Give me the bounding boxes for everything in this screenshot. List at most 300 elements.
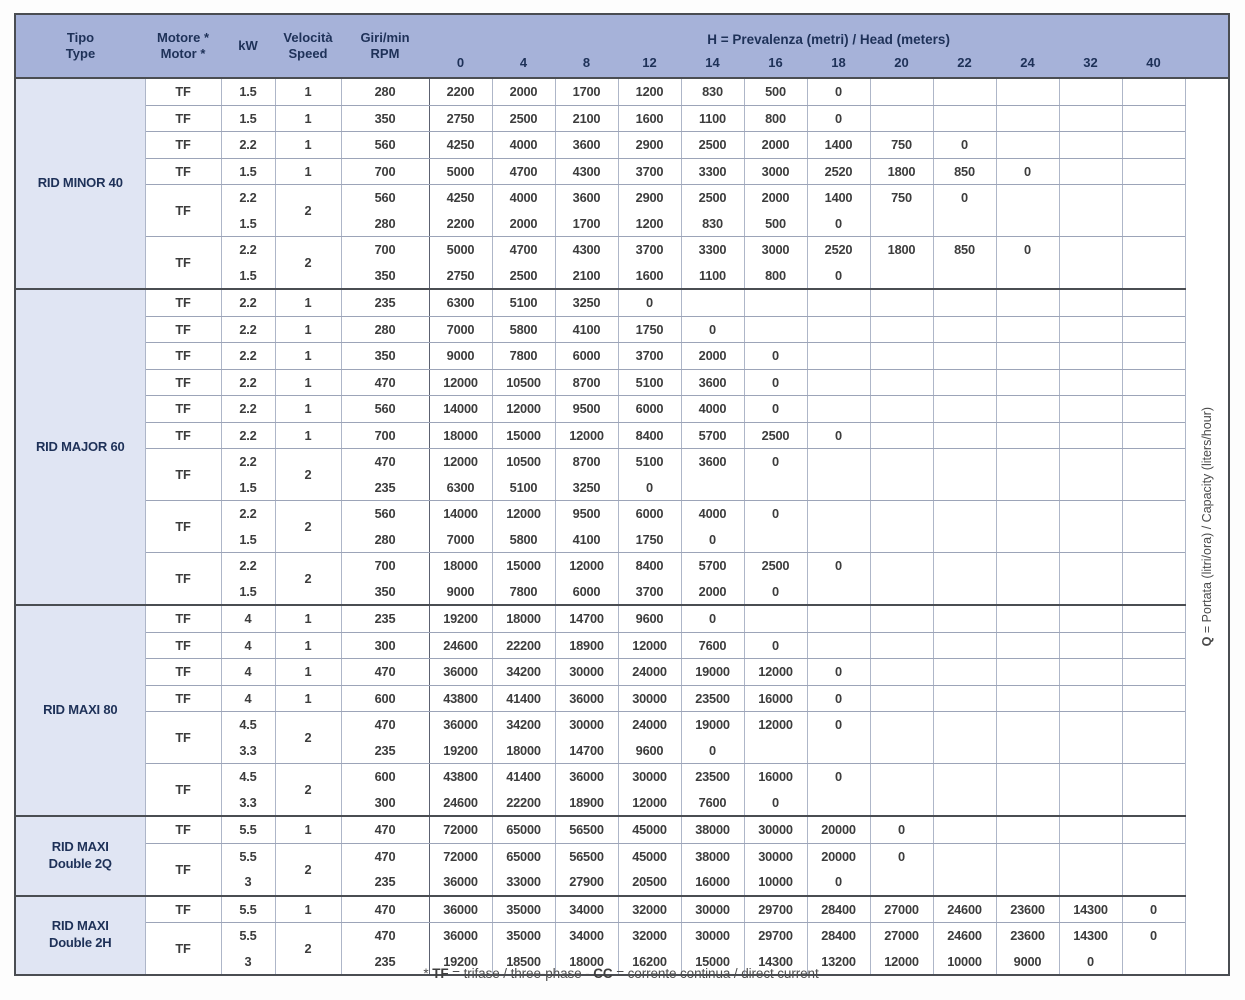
head-value-cell: 28400 — [807, 896, 870, 923]
head-value-cell: 3600 — [555, 132, 618, 159]
head-value-cell — [996, 501, 1059, 527]
head-value-cell: 19200 — [429, 605, 492, 632]
head-value-cell: 6300 — [429, 289, 492, 316]
head-value-cell — [933, 343, 996, 370]
head-value-cell: 0 — [681, 738, 744, 764]
section-name — [15, 289, 145, 605]
head-value-cell — [807, 289, 870, 316]
table-row — [15, 501, 1229, 527]
head-value-cell: 12000 — [429, 369, 492, 396]
head-value-cell: 3250 — [555, 475, 618, 501]
kw-cell: 2.2 — [221, 289, 275, 316]
head-value-cell — [1059, 712, 1122, 738]
head-value-cell — [807, 396, 870, 423]
head-value-cell: 23500 — [681, 685, 744, 712]
header-col-3 — [275, 14, 341, 78]
header-h-text: = Prevalenza (metri) / Head (meters) — [716, 32, 950, 48]
motor-cell: TF — [145, 449, 221, 501]
head-value-cell — [1122, 369, 1185, 396]
kw-cell: 3 — [221, 949, 275, 976]
head-value-cell — [744, 738, 807, 764]
head-value-cell — [1122, 185, 1185, 211]
table-row — [15, 158, 1229, 185]
head-value-cell: 0 — [744, 449, 807, 475]
section-name — [15, 816, 145, 896]
head-value-cell: 0 — [744, 396, 807, 423]
rpm-cell: 470 — [341, 369, 429, 396]
head-value-cell: 0 — [681, 316, 744, 343]
kw-cell: 2.2 — [221, 422, 275, 449]
header-head-value: 20 — [870, 50, 933, 78]
head-value-cell — [870, 659, 933, 686]
head-value-cell: 12000 — [429, 449, 492, 475]
head-value-cell: 5700 — [681, 553, 744, 579]
head-value-cell — [996, 632, 1059, 659]
head-value-cell: 3700 — [618, 579, 681, 606]
table-row — [15, 605, 1229, 632]
head-value-cell — [996, 659, 1059, 686]
head-value-cell — [1122, 475, 1185, 501]
head-value-cell — [996, 685, 1059, 712]
head-value-cell: 0 — [744, 579, 807, 606]
motor-cell: TF — [145, 712, 221, 764]
head-value-cell — [870, 78, 933, 105]
head-value-cell: 3700 — [618, 158, 681, 185]
head-value-cell — [1059, 158, 1122, 185]
motor-cell: TF — [145, 289, 221, 316]
kw-cell: 2.2 — [221, 396, 275, 423]
head-value-cell — [1122, 553, 1185, 579]
head-value-cell — [996, 475, 1059, 501]
speed-cell: 1 — [275, 422, 341, 449]
kw-cell: 4.5 — [221, 712, 275, 738]
head-value-cell: 6000 — [618, 396, 681, 423]
head-value-cell — [807, 605, 870, 632]
table-row — [15, 923, 1229, 949]
head-value-cell — [933, 843, 996, 869]
head-value-cell — [996, 816, 1059, 843]
head-value-cell: 0 — [807, 105, 870, 132]
head-value-cell: 0 — [807, 78, 870, 105]
rpm-cell: 700 — [341, 553, 429, 579]
kw-cell: 5.5 — [221, 896, 275, 923]
head-value-cell — [1122, 422, 1185, 449]
head-value-cell: 12000 — [492, 396, 555, 423]
footnote-segment: * — [423, 966, 433, 981]
kw-cell: 3 — [221, 869, 275, 896]
rpm-cell: 470 — [341, 843, 429, 869]
rpm-cell: 560 — [341, 132, 429, 159]
header-head-value: 0 — [429, 50, 492, 78]
rpm-cell: 280 — [341, 316, 429, 343]
head-value-cell: 4300 — [555, 158, 618, 185]
head-value-cell — [870, 501, 933, 527]
head-value-cell — [1059, 632, 1122, 659]
head-value-cell: 0 — [681, 527, 744, 553]
head-value-cell: 4000 — [492, 185, 555, 211]
head-value-cell — [870, 369, 933, 396]
head-value-cell — [870, 263, 933, 290]
head-value-cell: 1800 — [870, 237, 933, 263]
side-label-cell — [1185, 78, 1229, 975]
head-value-cell — [996, 78, 1059, 105]
rpm-cell: 280 — [341, 78, 429, 105]
head-value-cell — [1059, 422, 1122, 449]
head-value-cell — [870, 605, 933, 632]
rpm-cell: 700 — [341, 237, 429, 263]
head-value-cell: 18900 — [555, 790, 618, 817]
table-row — [15, 78, 1229, 105]
head-value-cell — [996, 211, 1059, 237]
head-value-cell — [996, 738, 1059, 764]
table-row — [15, 132, 1229, 159]
head-value-cell: 4000 — [681, 396, 744, 423]
head-value-cell — [933, 553, 996, 579]
head-value-cell: 20500 — [618, 869, 681, 896]
kw-cell: 4 — [221, 605, 275, 632]
speed-cell: 1 — [275, 632, 341, 659]
motor-cell: TF — [145, 896, 221, 923]
head-value-cell: 3700 — [618, 237, 681, 263]
head-value-cell — [1122, 78, 1185, 105]
head-value-cell: 12000 — [492, 501, 555, 527]
head-value-cell: 2000 — [492, 211, 555, 237]
speed-cell: 1 — [275, 659, 341, 686]
head-value-cell — [870, 289, 933, 316]
head-value-cell: 38000 — [681, 843, 744, 869]
head-value-cell — [1059, 316, 1122, 343]
head-value-cell — [1059, 78, 1122, 105]
head-value-cell — [807, 475, 870, 501]
motor-cell: TF — [145, 132, 221, 159]
header-head-value: 24 — [996, 50, 1059, 78]
speed-cell: 2 — [275, 923, 341, 976]
head-value-cell: 16000 — [681, 869, 744, 896]
head-value-cell: 3000 — [744, 237, 807, 263]
head-value-cell — [1059, 501, 1122, 527]
head-value-cell: 0 — [933, 132, 996, 159]
head-value-cell — [933, 632, 996, 659]
head-value-cell: 9600 — [618, 605, 681, 632]
kw-cell: 4 — [221, 685, 275, 712]
head-value-cell — [933, 816, 996, 843]
head-value-cell: 1800 — [870, 158, 933, 185]
head-value-cell: 7000 — [429, 527, 492, 553]
head-value-cell: 2000 — [744, 185, 807, 211]
header-col-0 — [15, 14, 145, 78]
rpm-cell: 235 — [341, 289, 429, 316]
head-value-cell: 0 — [807, 685, 870, 712]
head-value-cell — [1122, 316, 1185, 343]
head-value-cell — [996, 764, 1059, 790]
head-value-cell — [996, 869, 1059, 896]
head-value-cell: 5800 — [492, 316, 555, 343]
head-value-cell: 9500 — [555, 501, 618, 527]
head-value-cell: 0 — [996, 237, 1059, 263]
head-value-cell: 14300 — [1059, 923, 1122, 949]
head-value-cell — [933, 579, 996, 606]
head-value-cell: 0 — [807, 553, 870, 579]
kw-cell: 2.2 — [221, 369, 275, 396]
kw-cell: 1.5 — [221, 158, 275, 185]
head-value-cell: 45000 — [618, 816, 681, 843]
head-value-cell: 36000 — [429, 896, 492, 923]
head-value-cell: 0 — [744, 369, 807, 396]
head-value-cell — [1059, 816, 1122, 843]
motor-cell: TF — [145, 605, 221, 632]
header-col-1 — [145, 14, 221, 78]
head-value-cell: 5000 — [429, 158, 492, 185]
head-value-cell: 3250 — [555, 289, 618, 316]
head-value-cell: 2500 — [681, 185, 744, 211]
head-value-cell — [807, 449, 870, 475]
header-col-label: kW — [238, 37, 258, 53]
head-value-cell — [1122, 764, 1185, 790]
head-value-cell — [1122, 632, 1185, 659]
head-value-cell: 56500 — [555, 816, 618, 843]
head-value-cell — [933, 369, 996, 396]
speed-cell: 2 — [275, 501, 341, 553]
head-value-cell: 36000 — [429, 869, 492, 896]
motor-cell: TF — [145, 501, 221, 553]
kw-cell: 1.5 — [221, 263, 275, 290]
head-value-cell: 0 — [807, 211, 870, 237]
speed-cell: 1 — [275, 105, 341, 132]
table-row — [15, 553, 1229, 579]
head-value-cell: 34200 — [492, 659, 555, 686]
table-row — [15, 343, 1229, 370]
rpm-cell: 470 — [341, 659, 429, 686]
kw-cell: 3.3 — [221, 738, 275, 764]
head-value-cell: 2500 — [492, 263, 555, 290]
head-value-cell: 41400 — [492, 764, 555, 790]
section-name-line: Double 2H — [49, 935, 112, 951]
head-value-cell: 500 — [744, 211, 807, 237]
head-value-cell: 30000 — [681, 923, 744, 949]
motor-cell: TF — [145, 158, 221, 185]
head-value-cell: 0 — [744, 343, 807, 370]
kw-cell: 3.3 — [221, 790, 275, 817]
kw-cell: 5.5 — [221, 923, 275, 949]
head-value-cell: 10500 — [492, 449, 555, 475]
head-value-cell: 12000 — [744, 712, 807, 738]
header-head-value: 4 — [492, 50, 555, 78]
head-value-cell — [1059, 843, 1122, 869]
motor-cell: TF — [145, 553, 221, 606]
rpm-cell: 470 — [341, 712, 429, 738]
head-value-cell — [1059, 185, 1122, 211]
head-value-cell: 7000 — [429, 316, 492, 343]
head-value-cell: 8400 — [618, 553, 681, 579]
footnote-segment: = trifase / three-phase - — [448, 966, 594, 981]
head-value-cell: 0 — [618, 475, 681, 501]
header-head-value: 18 — [807, 50, 870, 78]
head-value-cell — [1059, 449, 1122, 475]
head-value-cell — [744, 316, 807, 343]
head-value-cell: 23600 — [996, 923, 1059, 949]
head-value-cell — [870, 685, 933, 712]
table-row — [15, 105, 1229, 132]
head-value-cell: 15000 — [681, 949, 744, 976]
kw-cell: 2.2 — [221, 237, 275, 263]
head-value-cell: 2000 — [744, 132, 807, 159]
head-value-cell: 0 — [870, 816, 933, 843]
head-value-cell: 30000 — [555, 659, 618, 686]
head-value-cell — [870, 527, 933, 553]
table-row — [15, 843, 1229, 869]
head-value-cell: 14700 — [555, 605, 618, 632]
head-value-cell: 2750 — [429, 263, 492, 290]
table-row — [15, 396, 1229, 423]
header-col-2 — [221, 14, 275, 78]
head-value-cell: 65000 — [492, 816, 555, 843]
head-value-cell: 850 — [933, 158, 996, 185]
head-value-cell — [996, 132, 1059, 159]
head-value-cell — [1059, 738, 1122, 764]
head-value-cell — [996, 263, 1059, 290]
head-value-cell: 65000 — [492, 843, 555, 869]
head-value-cell — [933, 659, 996, 686]
head-value-cell: 19000 — [681, 712, 744, 738]
head-value-cell: 27000 — [870, 896, 933, 923]
head-value-cell — [1122, 396, 1185, 423]
head-value-cell: 23600 — [996, 896, 1059, 923]
head-value-cell — [933, 685, 996, 712]
head-value-cell: 0 — [933, 185, 996, 211]
head-value-cell — [996, 343, 1059, 370]
head-value-cell: 4700 — [492, 158, 555, 185]
speed-cell: 1 — [275, 369, 341, 396]
head-value-cell: 36000 — [555, 764, 618, 790]
head-value-cell: 2520 — [807, 237, 870, 263]
head-value-cell: 2100 — [555, 105, 618, 132]
table-body — [15, 78, 1229, 975]
header-col-label: Type — [65, 46, 96, 61]
head-value-cell: 14000 — [429, 501, 492, 527]
table-row — [15, 316, 1229, 343]
head-value-cell: 8400 — [618, 422, 681, 449]
head-value-cell: 4300 — [555, 237, 618, 263]
head-value-cell: 0 — [807, 422, 870, 449]
head-value-cell: 5100 — [618, 449, 681, 475]
head-value-cell: 2520 — [807, 158, 870, 185]
footnote-segment: TF — [432, 966, 449, 981]
header-head-value: 12 — [618, 50, 681, 78]
head-value-cell: 18000 — [429, 422, 492, 449]
head-value-cell — [1059, 132, 1122, 159]
speed-cell: 2 — [275, 712, 341, 764]
header-spacer — [1185, 50, 1229, 78]
header-col-label: Speed — [288, 46, 328, 61]
section-name — [15, 605, 145, 816]
head-value-cell — [1122, 263, 1185, 290]
head-value-cell: 500 — [744, 78, 807, 105]
head-value-cell — [870, 316, 933, 343]
head-value-cell — [870, 211, 933, 237]
rpm-cell: 235 — [341, 869, 429, 896]
side-label-symbol: Q — [1199, 636, 1214, 647]
head-value-cell: 15000 — [492, 553, 555, 579]
head-value-cell: 1600 — [618, 263, 681, 290]
head-value-cell: 18000 — [492, 605, 555, 632]
head-value-cell: 0 — [807, 764, 870, 790]
head-value-cell: 14000 — [429, 396, 492, 423]
rpm-cell: 300 — [341, 632, 429, 659]
head-value-cell — [1122, 659, 1185, 686]
head-value-cell — [933, 449, 996, 475]
head-value-cell: 1200 — [618, 211, 681, 237]
table-row — [15, 422, 1229, 449]
head-value-cell: 36000 — [429, 923, 492, 949]
speed-cell: 1 — [275, 158, 341, 185]
head-value-cell: 30000 — [744, 816, 807, 843]
head-value-cell: 35000 — [492, 896, 555, 923]
motor-cell: TF — [145, 764, 221, 817]
head-value-cell: 2000 — [681, 343, 744, 370]
head-value-cell: 0 — [807, 712, 870, 738]
head-value-cell: 6000 — [555, 579, 618, 606]
table-row — [15, 896, 1229, 923]
head-value-cell: 3300 — [681, 237, 744, 263]
rpm-cell: 560 — [341, 501, 429, 527]
head-value-cell: 15000 — [492, 422, 555, 449]
head-value-cell — [870, 105, 933, 132]
kw-cell: 5.5 — [221, 843, 275, 869]
head-value-cell — [681, 289, 744, 316]
head-value-cell: 41400 — [492, 685, 555, 712]
head-value-cell: 10500 — [492, 369, 555, 396]
rpm-cell: 350 — [341, 263, 429, 290]
head-value-cell: 4250 — [429, 185, 492, 211]
rpm-cell: 470 — [341, 449, 429, 475]
head-value-cell: 0 — [870, 843, 933, 869]
head-value-cell: 1700 — [555, 211, 618, 237]
head-value-cell: 18000 — [429, 553, 492, 579]
head-value-cell: 9000 — [429, 343, 492, 370]
motor-cell: TF — [145, 105, 221, 132]
head-value-cell: 5100 — [618, 369, 681, 396]
head-value-cell: 27000 — [870, 923, 933, 949]
head-value-cell — [870, 449, 933, 475]
head-value-cell — [870, 343, 933, 370]
head-value-cell: 29700 — [744, 896, 807, 923]
head-value-cell — [744, 605, 807, 632]
head-value-cell — [1059, 764, 1122, 790]
head-value-cell: 24000 — [618, 659, 681, 686]
head-value-cell: 45000 — [618, 843, 681, 869]
section-name — [15, 896, 145, 976]
footnote — [14, 966, 1228, 981]
head-value-cell: 43800 — [429, 764, 492, 790]
head-value-cell: 19000 — [681, 659, 744, 686]
head-value-cell: 38000 — [681, 816, 744, 843]
head-value-cell: 43800 — [429, 685, 492, 712]
head-value-cell: 6000 — [555, 343, 618, 370]
speed-cell: 1 — [275, 132, 341, 159]
rpm-cell: 700 — [341, 422, 429, 449]
head-value-cell: 1600 — [618, 105, 681, 132]
head-value-cell: 36000 — [429, 712, 492, 738]
rpm-cell: 235 — [341, 738, 429, 764]
speed-cell: 1 — [275, 605, 341, 632]
motor-cell: TF — [145, 185, 221, 237]
kw-cell: 1.5 — [221, 475, 275, 501]
head-value-cell — [1122, 843, 1185, 869]
header-row-groups — [15, 14, 1229, 50]
rpm-cell: 280 — [341, 527, 429, 553]
head-value-cell — [1059, 579, 1122, 606]
rpm-cell: 235 — [341, 605, 429, 632]
